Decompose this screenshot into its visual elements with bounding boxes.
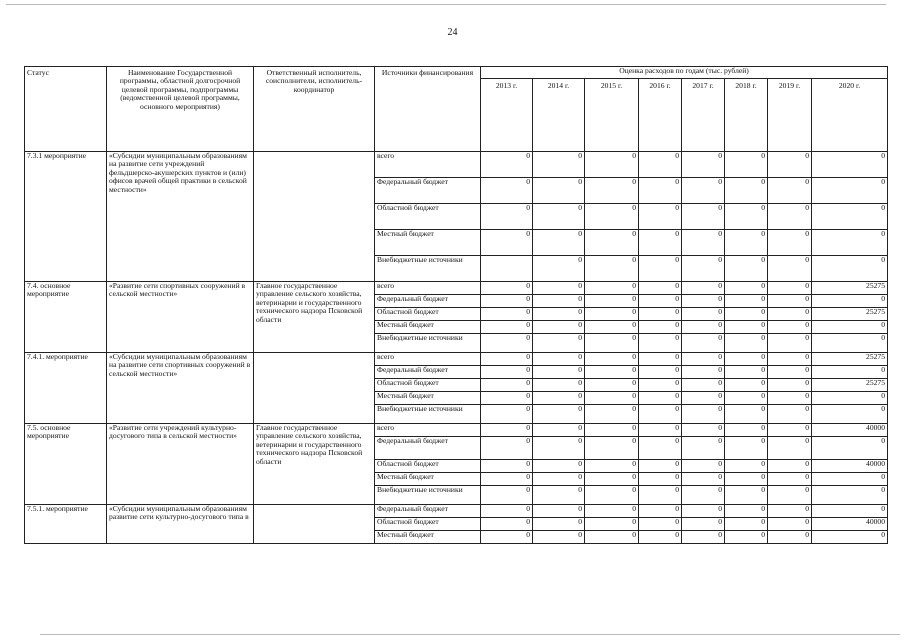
row-source: Федеральный бюджет: [375, 505, 481, 518]
header-estimate: Оценка расходов по годам (тыс. рублей): [481, 67, 888, 79]
row-value: 0: [639, 321, 682, 334]
row-value: 0: [639, 295, 682, 308]
row-value: 0: [585, 230, 639, 256]
row-value: 0: [585, 405, 639, 424]
table-row: [25, 282, 888, 295]
row-value: 0: [585, 334, 639, 353]
row-value: 0: [533, 505, 585, 518]
row-value: 0: [533, 366, 585, 379]
header-year: 2018 г.: [725, 79, 768, 152]
row-responsible: Главное государственное управление сельского хозяйства, ветеринарии и государственного технического надзора Псковской области: [254, 424, 375, 505]
row-source: Федеральный бюджет: [375, 366, 481, 379]
row-value: 0: [585, 321, 639, 334]
row-value: 25275: [812, 353, 888, 366]
row-value: 0: [812, 230, 888, 256]
row-value: 0: [585, 379, 639, 392]
row-value: 0: [481, 379, 533, 392]
row-value: 0: [585, 505, 639, 518]
row-value: 0: [533, 334, 585, 353]
row-name: «Развитие сети учреждений культурно-досугового типа в сельской местности»: [107, 424, 254, 505]
row-value: 0: [481, 424, 533, 437]
row-value: 0: [768, 424, 812, 437]
row-value: 0: [585, 486, 639, 505]
row-value: 0: [639, 531, 682, 544]
row-value: 0: [768, 204, 812, 230]
row-value: 0: [812, 152, 888, 178]
row-source: Внебюджетные источники: [375, 256, 481, 282]
row-value: 0: [639, 178, 682, 204]
row-source: Областной бюджет: [375, 460, 481, 473]
row-value: 0: [639, 256, 682, 282]
row-value: 0: [585, 204, 639, 230]
header-year: 2014 г.: [533, 79, 585, 152]
row-value: 0: [481, 204, 533, 230]
row-value: 0: [768, 282, 812, 295]
row-value: 0: [682, 282, 725, 295]
row-value: 40000: [812, 460, 888, 473]
row-value: 0: [768, 295, 812, 308]
row-value: 0: [682, 256, 725, 282]
row-status: 7.4.1. мероприятие: [25, 353, 107, 424]
row-value: 0: [725, 353, 768, 366]
row-value: 0: [768, 256, 812, 282]
row-value: 0: [639, 405, 682, 424]
row-value: 0: [639, 353, 682, 366]
page-number: 24: [447, 27, 458, 38]
header-year: 2013 г.: [481, 79, 533, 152]
row-value: 0: [639, 308, 682, 321]
row-value: 0: [639, 460, 682, 473]
scan-edge-top: [6, 4, 886, 5]
row-value: 0: [725, 405, 768, 424]
table-row: [25, 424, 888, 437]
row-value: 0: [725, 295, 768, 308]
row-status: 7.3.1 мероприятие: [25, 152, 107, 282]
row-value: 0: [725, 256, 768, 282]
row-value: 0: [725, 505, 768, 518]
row-value: 0: [768, 392, 812, 405]
row-value: 0: [682, 460, 725, 473]
row-value: 0: [725, 204, 768, 230]
row-value: 0: [481, 178, 533, 204]
scan-edge-bottom: [40, 634, 900, 635]
row-value: 0: [682, 308, 725, 321]
table-row: [25, 505, 888, 518]
header-status: Статус: [25, 67, 107, 152]
row-value: 0: [585, 256, 639, 282]
row-responsible: Главное государственное управление сельского хозяйства, ветеринарии и государственного технического надзора Псковской области: [254, 282, 375, 353]
row-value: 0: [481, 230, 533, 256]
row-value: 0: [768, 321, 812, 334]
row-value: 0: [585, 473, 639, 486]
row-value: 0: [682, 321, 725, 334]
header-year: 2020 г.: [812, 79, 888, 152]
row-value: 0: [768, 405, 812, 424]
row-source: всего: [375, 152, 481, 178]
row-value: 0: [533, 230, 585, 256]
row-value: 0: [768, 308, 812, 321]
row-value: 0: [533, 531, 585, 544]
header-year: 2015 г.: [585, 79, 639, 152]
row-value: 0: [812, 531, 888, 544]
row-value: 0: [639, 473, 682, 486]
row-value: 0: [639, 282, 682, 295]
row-value: 0: [533, 178, 585, 204]
budget-table: [24, 66, 888, 544]
row-value: 0: [812, 505, 888, 518]
row-value: 0: [768, 178, 812, 204]
row-value: 25275: [812, 379, 888, 392]
row-value: 0: [585, 366, 639, 379]
row-value: 0: [682, 178, 725, 204]
row-value: 0: [585, 424, 639, 437]
row-value: 0: [682, 353, 725, 366]
row-value: 0: [533, 321, 585, 334]
row-source: Местный бюджет: [375, 531, 481, 544]
row-value: 0: [768, 518, 812, 531]
row-value: 0: [682, 152, 725, 178]
row-value: 0: [639, 392, 682, 405]
row-value: 0: [725, 230, 768, 256]
row-value: 0: [682, 230, 725, 256]
row-name: «Развитие сети спортивных сооружений в сельской местности»: [107, 282, 254, 353]
row-value: 0: [725, 473, 768, 486]
row-value: 0: [682, 486, 725, 505]
row-responsible: [254, 152, 375, 282]
row-value: 0: [481, 308, 533, 321]
row-value: 0: [725, 486, 768, 505]
row-source: Областной бюджет: [375, 379, 481, 392]
row-value: 0: [812, 295, 888, 308]
row-value: 0: [481, 334, 533, 353]
row-value: 0: [768, 505, 812, 518]
row-value: 0: [812, 486, 888, 505]
row-value: 0: [682, 366, 725, 379]
row-value: 25275: [812, 282, 888, 295]
row-value: 0: [639, 486, 682, 505]
row-value: [481, 256, 533, 282]
row-value: 0: [639, 505, 682, 518]
row-source: всего: [375, 282, 481, 295]
row-value: 0: [585, 282, 639, 295]
row-value: 0: [768, 531, 812, 544]
row-value: 0: [533, 256, 585, 282]
row-value: 0: [533, 486, 585, 505]
row-source: всего: [375, 353, 481, 366]
row-value: 0: [812, 366, 888, 379]
row-source: Областной бюджет: [375, 518, 481, 531]
header-name: Наименование Государственной программы, областной долгосрочной целевой программы, подпрограммы (ведомственной целевой программы, основного мероприятия): [107, 67, 254, 152]
row-value: 0: [768, 152, 812, 178]
header-responsible: Ответственный исполнитель, соисполнители, исполнитель-координатор: [254, 67, 375, 152]
row-value: 0: [481, 282, 533, 295]
row-value: 0: [682, 405, 725, 424]
row-value: 0: [682, 295, 725, 308]
row-responsible: [254, 505, 375, 544]
row-status: 7.5. основное мероприятие: [25, 424, 107, 505]
row-source: Внебюджетные источники: [375, 486, 481, 505]
row-value: 0: [585, 178, 639, 204]
row-source: Областной бюджет: [375, 204, 481, 230]
row-name: «Субсидии муниципальным образованиям развитие сети культурно-досугового типа в: [107, 505, 254, 544]
row-value: 0: [725, 424, 768, 437]
row-value: 0: [533, 204, 585, 230]
row-value: 0: [481, 531, 533, 544]
row-value: 0: [481, 295, 533, 308]
row-value: 0: [533, 405, 585, 424]
row-source: Местный бюджет: [375, 473, 481, 486]
row-value: 0: [585, 531, 639, 544]
header-year: 2016 г.: [639, 79, 682, 152]
header-source: Источники финансирования: [375, 67, 481, 152]
row-value: 0: [639, 366, 682, 379]
row-value: 0: [533, 460, 585, 473]
row-value: 0: [768, 230, 812, 256]
row-value: 0: [639, 518, 682, 531]
row-value: 0: [768, 460, 812, 473]
row-value: 0: [481, 321, 533, 334]
row-value: 0: [481, 392, 533, 405]
row-responsible: [254, 353, 375, 424]
row-value: 0: [812, 334, 888, 353]
row-value: 0: [585, 437, 639, 460]
row-value: 0: [812, 256, 888, 282]
row-value: 0: [481, 486, 533, 505]
row-source: Местный бюджет: [375, 230, 481, 256]
row-value: 0: [725, 460, 768, 473]
row-value: 0: [725, 392, 768, 405]
row-value: 0: [682, 473, 725, 486]
row-value: 0: [725, 334, 768, 353]
row-value: 0: [585, 460, 639, 473]
row-source: Федеральный бюджет: [375, 178, 481, 204]
row-value: 0: [725, 178, 768, 204]
row-value: 0: [725, 308, 768, 321]
row-value: 0: [533, 152, 585, 178]
row-value: 0: [682, 392, 725, 405]
row-value: 0: [812, 405, 888, 424]
row-value: 40000: [812, 518, 888, 531]
row-value: 0: [768, 353, 812, 366]
row-value: 0: [768, 473, 812, 486]
row-value: 0: [768, 366, 812, 379]
header-year: 2017 г.: [682, 79, 725, 152]
row-value: 0: [768, 379, 812, 392]
row-value: 0: [768, 437, 812, 460]
row-name: «Субсидии муниципальным образованиям на развитие сети учреждений фельдшерско-акушерских пунктов и (или) офисов врачей общей практики в сельской местности»: [107, 152, 254, 282]
row-value: 0: [812, 437, 888, 460]
row-source: Внебюджетные источники: [375, 334, 481, 353]
row-value: 0: [533, 392, 585, 405]
row-value: 0: [639, 424, 682, 437]
row-value: 0: [682, 505, 725, 518]
row-value: 0: [533, 424, 585, 437]
table-row: [25, 152, 888, 178]
row-value: 0: [725, 321, 768, 334]
row-value: 0: [585, 295, 639, 308]
row-value: 0: [481, 405, 533, 424]
row-value: 25275: [812, 308, 888, 321]
row-value: 0: [682, 518, 725, 531]
row-value: 0: [481, 460, 533, 473]
row-value: 0: [682, 531, 725, 544]
row-value: 0: [682, 437, 725, 460]
row-value: 40000: [812, 424, 888, 437]
row-value: 0: [481, 366, 533, 379]
row-value: 0: [725, 518, 768, 531]
row-source: Местный бюджет: [375, 392, 481, 405]
row-value: 0: [639, 334, 682, 353]
row-value: 0: [639, 152, 682, 178]
row-value: 0: [682, 204, 725, 230]
row-name: «Субсидии муниципальным образованиям на развитие сети спортивных сооружений в сельской местности»: [107, 353, 254, 424]
row-value: 0: [585, 392, 639, 405]
row-source: Федеральный бюджет: [375, 437, 481, 460]
row-value: 0: [533, 473, 585, 486]
table-row: [25, 353, 888, 366]
row-value: 0: [639, 204, 682, 230]
row-source: Областной бюджет: [375, 308, 481, 321]
row-value: 0: [725, 379, 768, 392]
header-year: 2019 г.: [768, 79, 812, 152]
row-value: 0: [639, 230, 682, 256]
row-value: 0: [585, 152, 639, 178]
row-status: 7.4. основное мероприятие: [25, 282, 107, 353]
row-value: 0: [585, 518, 639, 531]
row-value: 0: [481, 353, 533, 366]
row-source: Федеральный бюджет: [375, 295, 481, 308]
row-value: 0: [725, 437, 768, 460]
row-value: 0: [481, 437, 533, 460]
row-source: Местный бюджет: [375, 321, 481, 334]
row-value: 0: [812, 178, 888, 204]
row-value: 0: [639, 437, 682, 460]
row-value: 0: [481, 152, 533, 178]
row-value: 0: [725, 152, 768, 178]
row-value: 0: [812, 321, 888, 334]
row-value: 0: [812, 204, 888, 230]
row-value: 0: [725, 366, 768, 379]
row-value: 0: [481, 505, 533, 518]
row-source: всего: [375, 424, 481, 437]
row-value: 0: [533, 379, 585, 392]
row-value: 0: [682, 334, 725, 353]
row-value: 0: [533, 282, 585, 295]
row-value: 0: [725, 531, 768, 544]
row-source: Внебюджетные источники: [375, 405, 481, 424]
row-value: 0: [812, 392, 888, 405]
row-value: 0: [533, 437, 585, 460]
row-status: 7.5.1. мероприятие: [25, 505, 107, 544]
row-value: 0: [533, 308, 585, 321]
row-value: 0: [585, 308, 639, 321]
row-value: 0: [585, 353, 639, 366]
row-value: 0: [533, 353, 585, 366]
row-value: 0: [481, 518, 533, 531]
row-value: 0: [768, 334, 812, 353]
row-value: 0: [481, 473, 533, 486]
row-value: 0: [812, 473, 888, 486]
row-value: 0: [725, 282, 768, 295]
row-value: 0: [533, 518, 585, 531]
row-value: 0: [639, 379, 682, 392]
row-value: 0: [768, 486, 812, 505]
row-value: 0: [682, 379, 725, 392]
row-value: 0: [533, 295, 585, 308]
row-value: 0: [682, 424, 725, 437]
